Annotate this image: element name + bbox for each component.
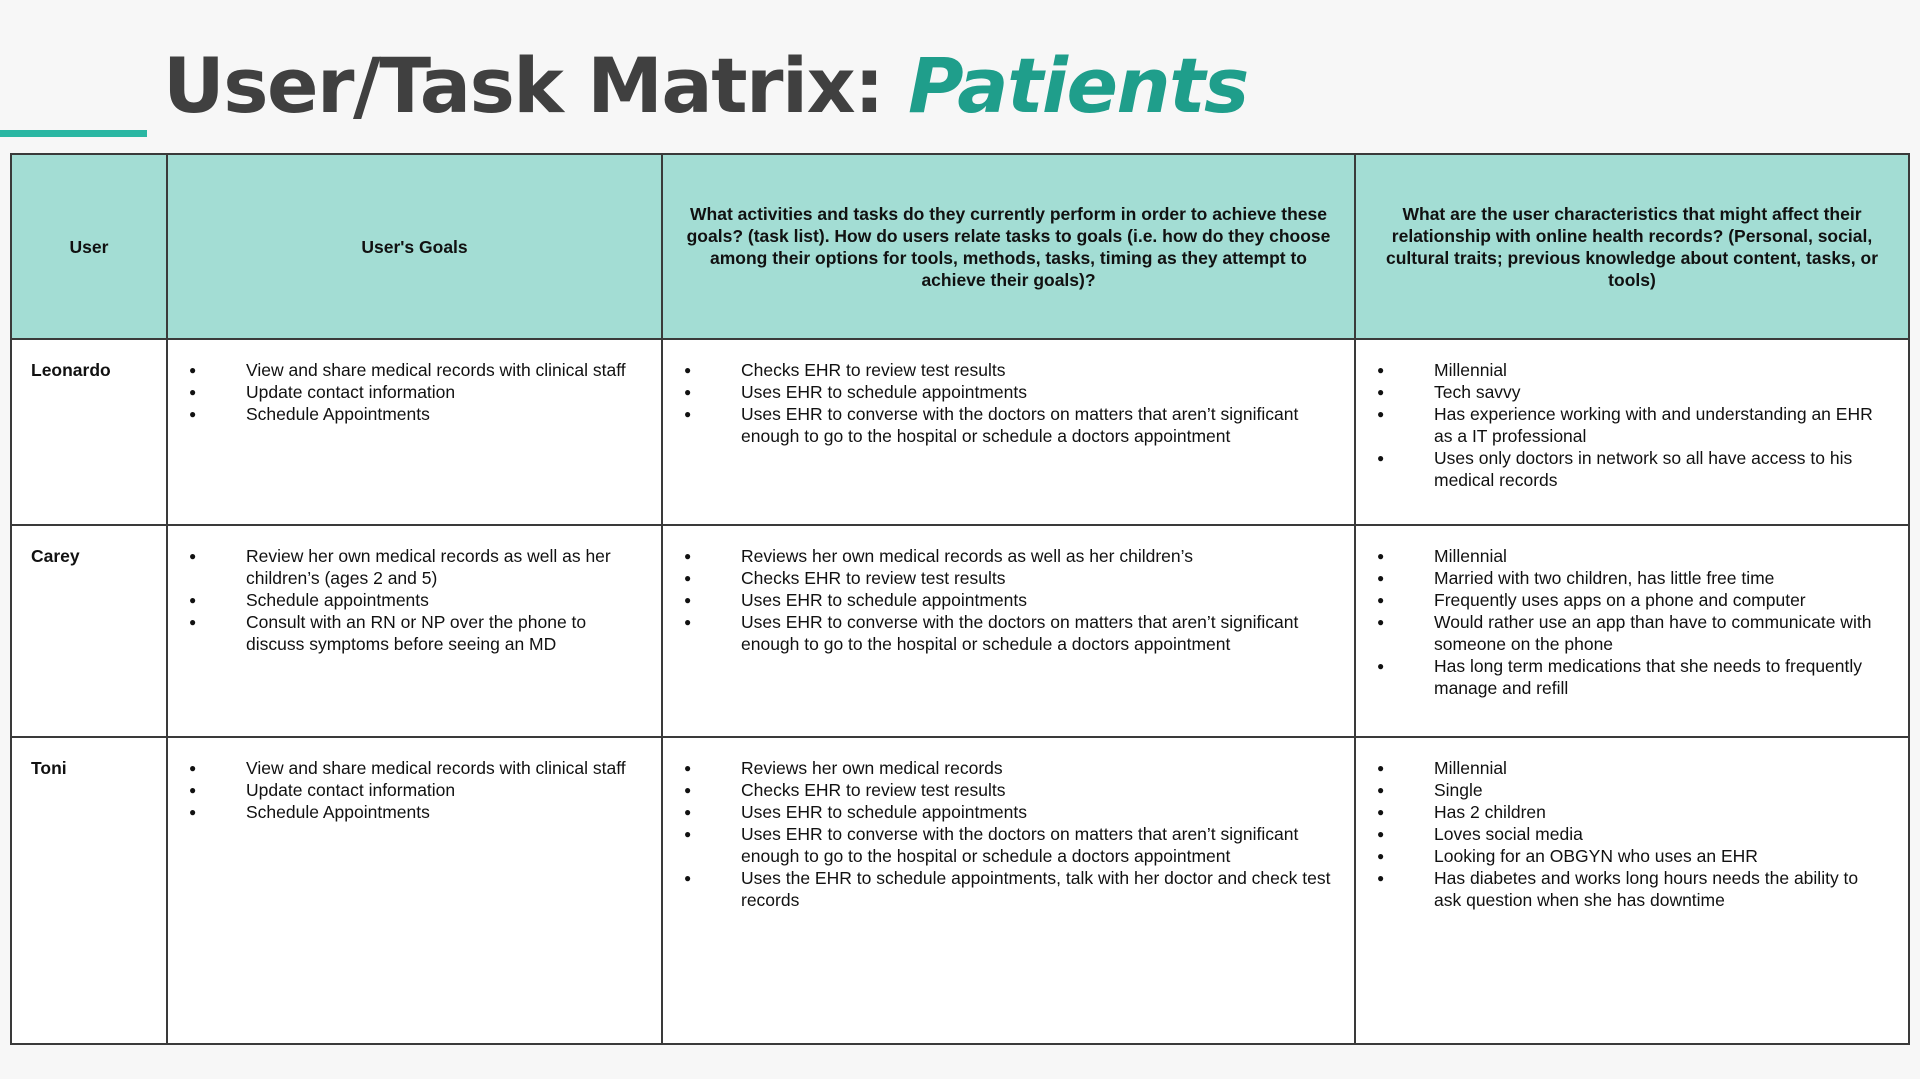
goals-cell bbox=[167, 737, 662, 1044]
table-row-toni bbox=[11, 737, 1909, 1044]
tasks-cell bbox=[662, 737, 1355, 1044]
table-row-leonardo bbox=[11, 339, 1909, 525]
list-item: ● Millennial bbox=[1374, 757, 1890, 779]
list-item: ● Millennial bbox=[1374, 545, 1890, 567]
header-user: User bbox=[11, 154, 167, 339]
list-item: ● Checks EHR to review test results bbox=[681, 567, 1336, 589]
list-item: ● Schedule appointments bbox=[186, 589, 643, 611]
list-item: ● Checks EHR to review test results bbox=[681, 359, 1336, 381]
list-item: ● Uses EHR to schedule appointments bbox=[681, 381, 1336, 403]
user-task-matrix-table bbox=[10, 153, 1910, 1045]
list-item: ● Consult with an RN or NP over the phone to discuss symptoms before seeing an MD bbox=[186, 611, 643, 655]
list-item: ● Married with two children, has little free time bbox=[1374, 567, 1890, 589]
title-underline bbox=[0, 130, 147, 137]
tasks-cell bbox=[662, 525, 1355, 737]
list-item: ● Uses EHR to converse with the doctors on matters that aren’t significant enough to go to the hospital or schedule a doctors appointment bbox=[681, 611, 1336, 655]
list-item: ● Has 2 children bbox=[1374, 801, 1890, 823]
header-row bbox=[11, 154, 1909, 339]
title-main: User/Task Matrix: bbox=[163, 41, 883, 130]
list-item: ● Uses EHR to converse with the doctors on matters that aren’t significant enough to go to the hospital or schedule a doctors appointment bbox=[681, 823, 1336, 867]
title-accent: Patients bbox=[907, 41, 1248, 130]
list-item: ● Looking for an OBGYN who uses an EHR bbox=[1374, 845, 1890, 867]
page-title bbox=[163, 41, 1248, 130]
list-item: ● Tech savvy bbox=[1374, 381, 1890, 403]
traits-cell bbox=[1355, 525, 1909, 737]
list-item: ● Loves social media bbox=[1374, 823, 1890, 845]
list-item: ● Reviews her own medical records as well as her children’s bbox=[681, 545, 1336, 567]
list-item: ● Reviews her own medical records bbox=[681, 757, 1336, 779]
header-traits: What are the user characteristics that might affect their relationship with online health records? (Personal, social, cultural traits; previous knowledge about content, tasks, or tools) bbox=[1355, 154, 1909, 339]
tasks-cell bbox=[662, 339, 1355, 525]
user-cell: Carey bbox=[11, 525, 167, 737]
header-tasks: What activities and tasks do they currently perform in order to achieve these goals? (task list). How do users relate tasks to goals (i.e. how do they choose among their options for tools, methods, tasks, timing as they attempt to achieve their goals)? bbox=[662, 154, 1355, 339]
list-item: ● View and share medical records with clinical staff bbox=[186, 757, 643, 779]
list-item: ● Has diabetes and works long hours needs the ability to ask question when she has downtime bbox=[1374, 867, 1890, 911]
list-item: ● Single bbox=[1374, 779, 1890, 801]
list-item: ● Update contact information bbox=[186, 381, 643, 403]
goals-cell bbox=[167, 339, 662, 525]
header-goals: User's Goals bbox=[167, 154, 662, 339]
list-item: ● Schedule Appointments bbox=[186, 801, 643, 823]
goals-cell bbox=[167, 525, 662, 737]
list-item: ● Uses EHR to schedule appointments bbox=[681, 589, 1336, 611]
list-item: ● Uses only doctors in network so all have access to his medical records bbox=[1374, 447, 1890, 491]
traits-cell bbox=[1355, 737, 1909, 1044]
list-item: ● Uses the EHR to schedule appointments, talk with her doctor and check test records bbox=[681, 867, 1336, 911]
list-item: ● Schedule Appointments bbox=[186, 403, 643, 425]
list-item: ● Would rather use an app than have to communicate with someone on the phone bbox=[1374, 611, 1890, 655]
list-item: ● Uses EHR to converse with the doctors on matters that aren’t significant enough to go to the hospital or schedule a doctors appointment bbox=[681, 403, 1336, 447]
table-row-carey bbox=[11, 525, 1909, 737]
list-item: ● Millennial bbox=[1374, 359, 1890, 381]
user-cell: Toni bbox=[11, 737, 167, 1044]
list-item: ● Frequently uses apps on a phone and computer bbox=[1374, 589, 1890, 611]
traits-cell bbox=[1355, 339, 1909, 525]
list-item: ● Has long term medications that she needs to frequently manage and refill bbox=[1374, 655, 1890, 699]
list-item: ● Update contact information bbox=[186, 779, 643, 801]
user-cell: Leonardo bbox=[11, 339, 167, 525]
list-item: ● Review her own medical records as well as her children’s (ages 2 and 5) bbox=[186, 545, 643, 589]
list-item: ● Has experience working with and understanding an EHR as a IT professional bbox=[1374, 403, 1890, 447]
list-item: ● View and share medical records with clinical staff bbox=[186, 359, 643, 381]
list-item: ● Checks EHR to review test results bbox=[681, 779, 1336, 801]
list-item: ● Uses EHR to schedule appointments bbox=[681, 801, 1336, 823]
